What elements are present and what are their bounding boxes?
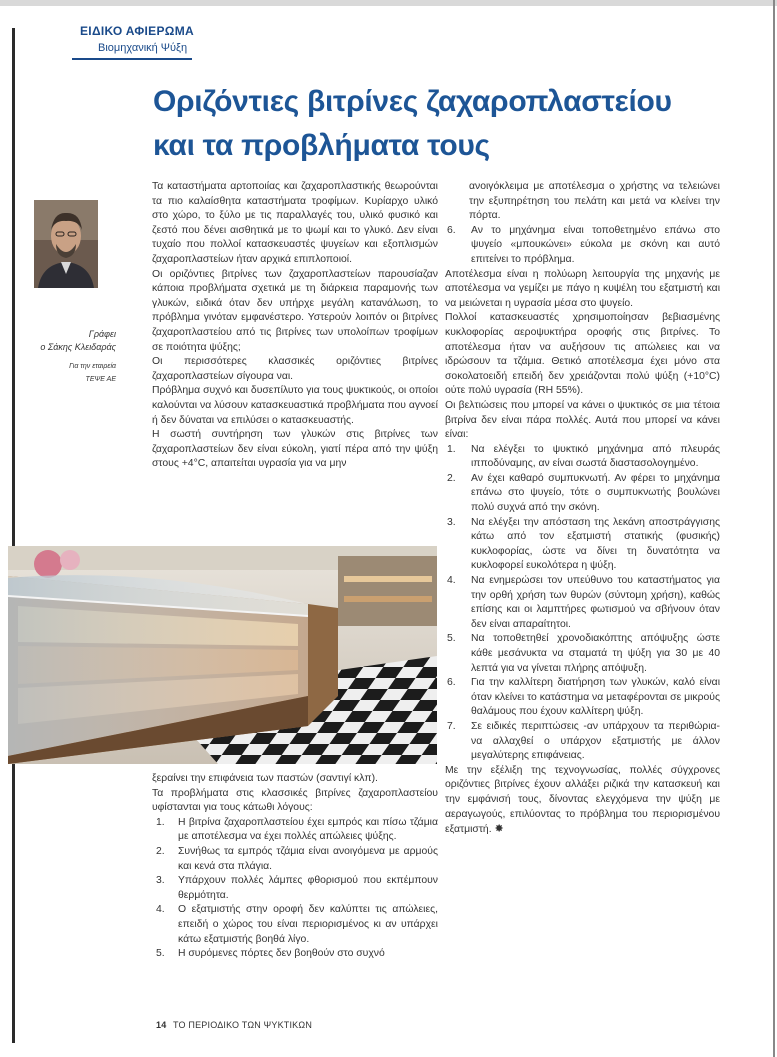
- author-photo: [34, 200, 98, 288]
- list-number: 4.: [447, 575, 456, 587]
- author-credit: [20, 328, 116, 386]
- section-label: ΕΙΔΙΚΟ ΑΦΙΕΡΩΜΑ: [80, 24, 194, 38]
- problem-list: [152, 816, 438, 962]
- paragraph: Οι οριζόντιες βιτρίνες των ζαχαροπλαστείων παρουσίαζαν κάποια προβλήματα σχετικά με τη διάρκεια παραμονής των γλυκών, ειδικά όταν δεν υπήρχε μεγάλη κατανάλωση, το πρόβλημα γινόταν εμφανέστερο. Υστερούν λοιπόν οι βιτρίνες ζαχαροπλαστείου από τις βιτρίνες των υπολοίπων τροφίμων σε ποιότητα ψύξης;: [152, 268, 438, 353]
- list-text: Να ελέγξει την απόσταση της λεκάνη αποστράγγισης κάτω από τον εξατμιστή στατικής (φυσικής) κυκλοφορίας, ώστε να δίνει τη δυνατότητα να κυκλοφορεί ευκολότερα η ψύξη.: [471, 516, 720, 572]
- list-text: Αν έχει καθαρό συμπυκνωτή. Αν φέρει το μηχάνημα επάνω στο ψυγείο, τότε ο συμπυκνωτής βουλώνει πολύ συχνά από την σκόνη.: [471, 472, 720, 514]
- list-item: [445, 472, 720, 516]
- list-item: [445, 443, 720, 472]
- author-company: ΤΕΨΕ ΑΕ: [85, 376, 116, 383]
- left-margin-rule: [12, 28, 15, 1043]
- list-item: [445, 720, 720, 764]
- list-number: 6.: [447, 224, 456, 236]
- list-text: Ο εξατμιστής στην οροφή δεν καλύπτει τις απώλειες, επειδή ο χώρος του είναι περιορισμένος κι αν υπάρχει κάτω εξατμιστής βοηθά λίγο.: [178, 904, 438, 945]
- author-name: ο Σάκης Κλειδαράς: [40, 342, 116, 352]
- list-text: Να ελέγξει το ψυκτικό μηχάνημα από πλευράς ιπποδύναμης, αν είναι σωστά διαστασολογημένο.: [471, 443, 720, 470]
- list-text: Η βιτρίνα ζαχαροπλαστείου έχει εμπρός και πίσω τζάμια με αποτέλεσμα να έχει πολλές απώλειες ψύξης.: [178, 816, 438, 843]
- list-number: 3.: [447, 516, 456, 528]
- closing-paragraph: [445, 764, 720, 838]
- list-item: [152, 816, 438, 845]
- problem-list-continued: [445, 224, 720, 268]
- list-text: Για την καλλίτερη διατήρηση των γλυκών, καλό είναι όταν κλείνει το κατάστημα να μεταφέρονται σε μικρούς θαλάμους που έχουν καλλίτερη ψύξη.: [471, 677, 720, 718]
- paragraph: Οι βελτιώσεις που μπορεί να κάνει ο ψυκτικός σε μια τέτοια βιτρίνα δεν είναι πάρα πολλές. Αυτά που μπορεί να κάνει είναι:: [445, 399, 720, 441]
- column-1-top: [152, 180, 438, 472]
- list-text: Συνήθως τα εμπρός τζάμια είναι ανοιγόμενα με αρμούς και κενά στα πλάγια.: [178, 845, 438, 872]
- author-role: Γράφει: [88, 329, 116, 339]
- list-item: [445, 632, 720, 676]
- right-page-edge: [773, 0, 775, 1057]
- subsection-label: Βιομηχανική Ψύξη: [98, 42, 188, 54]
- page-number: 14: [156, 1020, 167, 1030]
- paragraph: Οι περισσότερες κλασσικές οριζόντιες βιτρίνες ζαχαροπλαστείων σίγουρα ναι.: [152, 356, 438, 382]
- list-item: [152, 874, 438, 903]
- page-footer: [156, 1020, 312, 1030]
- magazine-name: ΤΟ ΠΕΡΙΟΔΙΚΟ ΤΩΝ ΨΥΚΤΙΚΩΝ: [172, 1020, 313, 1030]
- article-title: [153, 80, 743, 168]
- list-number: 2.: [156, 845, 165, 857]
- end-mark-icon: ✸: [494, 823, 504, 836]
- list-number: 3.: [156, 875, 165, 887]
- list-number: 4.: [156, 904, 165, 916]
- paragraph: Αποτέλεσμα είναι η πολύωρη λειτουργία της μηχανής με αποτέλεσμα να γεμίζει με πάγο η κυψέλη του εξατμιστή και να μειώνεται η υγρασία μέσα στο ψυγείο.: [445, 268, 720, 309]
- list-text: Να τοποθετηθεί χρονοδιακόπτης απόψυξης ώστε κάθε μεσάνυκτα να σταματά τη ψύξη για 30 με 40 λεπτά για να γίνεται πλήρης απόψυξη.: [471, 633, 720, 674]
- improvement-list: [445, 443, 720, 764]
- list-item: [152, 903, 438, 947]
- author-org-line: Για την εταιρεία: [69, 363, 116, 370]
- list-number: 5.: [156, 948, 165, 960]
- list-text: Να ενημερώσει τον υπεύθυνο του καταστήματος για την ορθή χρήση των θυρών (σύντομη χρήση), καθώς επίσης και οι λαμπτήρες φωτισμού να σβήνουν όταν δεν είναι απαραίτητοι.: [471, 575, 720, 630]
- list-number: 6.: [447, 677, 456, 689]
- title-line-1: Οριζόντιες βιτρίνες ζαχαροπλαστείου: [153, 85, 672, 118]
- list-text: Υπάρχουν πολλές λάμπες φθορισμού που εκπέμπουν θερμότητα.: [178, 875, 438, 901]
- list-item: [445, 224, 720, 268]
- list-number: 1.: [156, 816, 165, 828]
- paragraph: Τα καταστήματα αρτοποιίας και ζαχαροπλαστικής θεωρούνται τα πιο καλαίσθητα καταστήματα τροφίμων. Κυρίαρχο υλικό στο χώρο, το ξύλο με τις παραλλαγές του, υλικό φυσικό και ζεστό που δένει αισθητικά με το ψωμί και το γλυκό. Δεν είναι τυχαίο που πολλοί κατασκευαστές ψυγείων και εξοπλισμών ζαχαροπλαστείων ήταν αρχικά επιπλοποιοί.: [152, 181, 438, 265]
- list-item: [445, 676, 720, 720]
- list-number: 2.: [447, 472, 456, 484]
- list-item: [152, 845, 438, 874]
- pastry-showcase-photo: [8, 546, 437, 764]
- paragraph: ξεραίνει την επιφάνεια των παστών (σαντιγί κλπ).: [152, 773, 378, 784]
- paragraph: Πολλοί κατασκευαστές χρησιμοποίησαν βεβιασμένης κυκλοφορίας αεροψυκτήρα οροφής στις βιτρίνες. Το αποτέλεσμα ήταν να αυξήσουν τις απώλειες και να ιδρώσουν τα τζάμια. Θετικό αποτέλεσμα έχει μόνο στα σοκολατοειδή επειδή δεν χρειάζονται πολύ ψύξη (+10°C) ούτε πολύ υγρασία (RH 55%).: [445, 312, 720, 397]
- list-number: 7.: [447, 720, 456, 732]
- column-2: [445, 180, 720, 838]
- list-item: [445, 516, 720, 574]
- list-item: [445, 574, 720, 632]
- header-underline: [72, 58, 192, 60]
- paragraph: Η σωστή συντήρηση των γλυκών στις βιτρίνες των ζαχαροπλαστείων δεν είναι εύκολη, γιατί πέρα από την ψύξη στους +4°C, απαιτείται υγρασία για να μην: [152, 429, 438, 470]
- paragraph: Πρόβλημα συχνό και δυσεπίλυτο για τους ψυκτικούς, οι οποίοι καλούνται να λύσουν κατασκευαστικά προβλήματα που αγνοεί ή δεν δύναται να επιλύσει ο κατασκευαστής.: [152, 385, 438, 426]
- list-number: 1.: [447, 443, 456, 455]
- list-item: [152, 947, 438, 962]
- page-top-border: [0, 0, 777, 6]
- paragraph: Τα προβλήματα στις κλασσικές βιτρίνες ζαχαροπλαστείου υφίστανται για τους κάτωθι λόγους:: [152, 787, 438, 814]
- list-text: Σε ειδικές περιπτώσεις -αν υπάρχουν τα περιθώρια- να αλλαχθεί ο υπάρχον εξατμιστής με άλλον μεγαλύτερης επιφάνειας.: [471, 720, 720, 762]
- paragraph-text: Με την εξέλιξη της τεχνογνωσίας, πολλές σύγχρονες οριζόντιες βιτρίνες έχουν αλλάξει ριζικά την κατασκευή και την εμφάνισή τους, δίνοντας ελεγχόμενα την ψύξη με αεραγωγούς, επιλύοντας το πρόβλημα του περιορισμένου εξατμιστή.: [445, 764, 720, 836]
- paragraph: ανοιγόκλειμα με αποτέλεσμα ο χρήστης να τελειώνει την εξυπηρέτηση του πελάτη και μετά να κλείνει την πόρτα.: [469, 181, 720, 222]
- column-1-bottom: [152, 772, 438, 962]
- list-text: Αν το μηχάνημα είναι τοποθετημένο επάνω στο ψυγείο «μπουκώνει» εύκολα με σκόνη και αυτό επιτείνει το πρόβλημα.: [471, 224, 720, 265]
- list-number: 5.: [447, 633, 456, 645]
- list-text: Η συρόμενες πόρτες δεν βοηθούν στο συχνό: [178, 948, 385, 960]
- title-line-2: και τα προβλήματα τους: [153, 129, 490, 162]
